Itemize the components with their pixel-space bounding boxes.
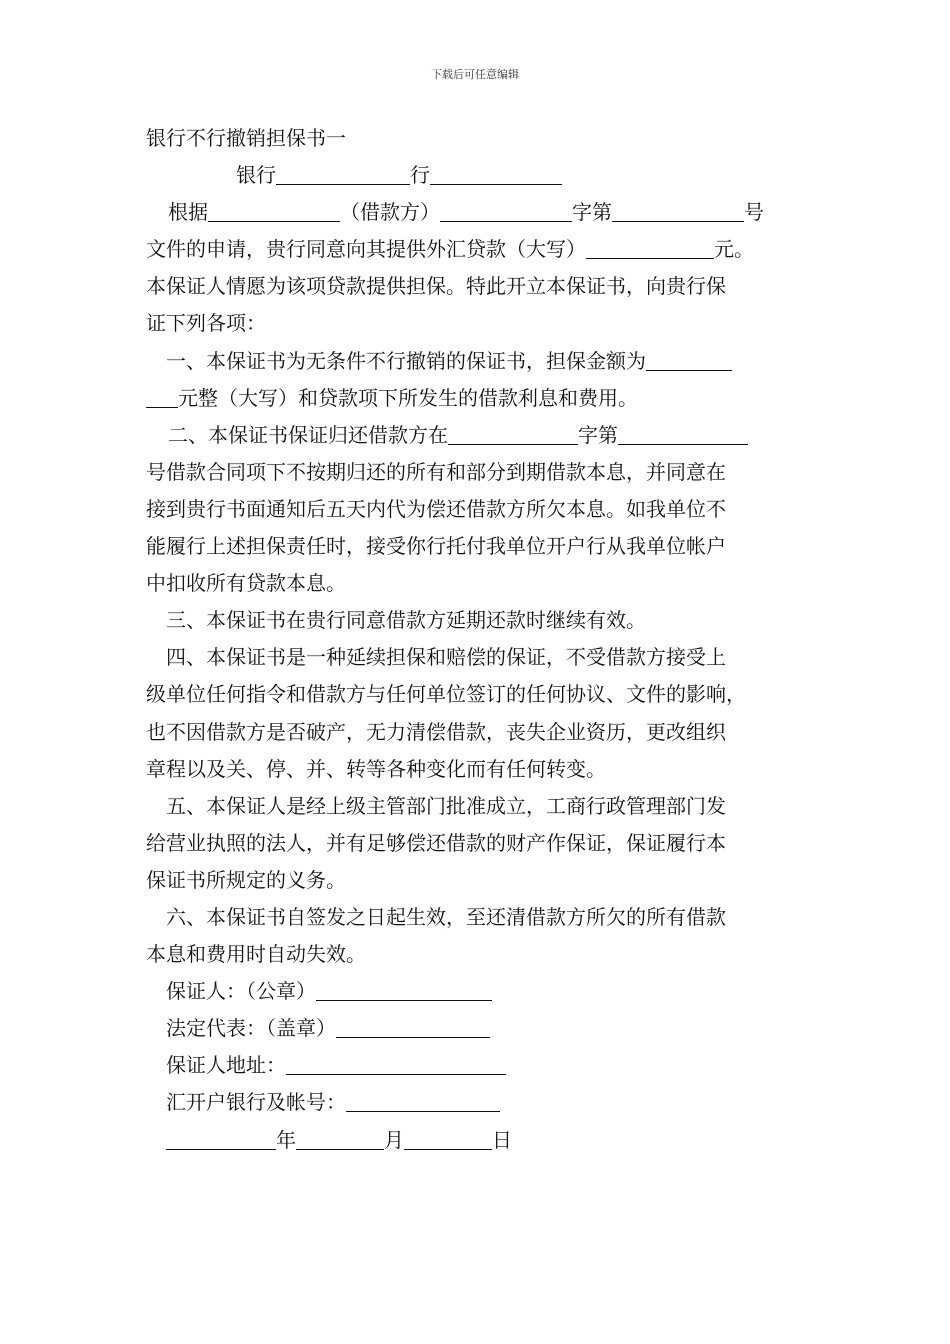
item5-line1: 五、本保证人是经上级主管部门批准成立，工商行政管理部门发 xyxy=(166,793,726,818)
loan-amount-blank[interactable] xyxy=(586,236,714,259)
item1-text-cont: 元整（大写）和贷款项下所发生的借款利息和费用。 xyxy=(178,385,638,410)
day-blank[interactable] xyxy=(404,1127,492,1150)
doc-prefix-blank[interactable] xyxy=(440,199,572,222)
text-yuan: 元。 xyxy=(714,237,754,262)
legal-rep-label: 法定代表：（盖章） xyxy=(166,1016,336,1041)
doc-number-blank[interactable] xyxy=(612,199,744,222)
item2-text: 二、本保证书保证归还借款方在 xyxy=(168,422,448,447)
legal-rep-line xyxy=(146,1010,816,1047)
year-label: 年 xyxy=(276,1127,296,1152)
branch-name-blank[interactable] xyxy=(430,162,562,185)
text-borrower: （借款方） xyxy=(340,200,440,225)
date-line xyxy=(146,1122,816,1159)
guarantee-amount-blank-cont[interactable] xyxy=(146,385,178,408)
item2-line3: 接到贵行书面通知后五天内代为偿还借款方所欠本息。如我单位不 xyxy=(146,496,726,521)
guarantee-amount-blank[interactable] xyxy=(646,348,732,371)
item2-line1 xyxy=(146,417,816,454)
item6-line2: 本息和费用时自动失效。 xyxy=(146,942,366,967)
para1-line4: 证下列各项： xyxy=(146,311,266,336)
item4-line2: 级单位任何指令和借款方与任何单位签订的任何协议、文件的影响， xyxy=(146,682,746,707)
item6-line1: 六、本保证书自签发之日起生效，至还清借款方所欠的所有借款 xyxy=(166,904,726,929)
address-label: 保证人地址： xyxy=(166,1053,286,1078)
item4-line3: 也不因借款方是否破产，无力清偿借款，丧失企业资历，更改组织 xyxy=(146,719,726,744)
item2-zidi: 字第 xyxy=(578,422,618,447)
text-zidi: 字第 xyxy=(572,200,612,225)
year-blank[interactable] xyxy=(166,1127,276,1150)
para1-line2 xyxy=(146,231,816,268)
text-according: 根据 xyxy=(168,200,208,225)
legal-rep-blank[interactable] xyxy=(336,1015,490,1038)
address-line-sig xyxy=(146,1047,816,1084)
borrower-blank[interactable] xyxy=(208,199,340,222)
contract-number-blank[interactable] xyxy=(618,422,748,445)
page-header: 下载后可任意编辑 xyxy=(431,68,519,81)
item1-line1 xyxy=(146,343,816,380)
document-body xyxy=(146,120,816,1159)
text-hao: 号 xyxy=(744,200,764,225)
text-application: 文件的申请，贵行同意向其提供外汇贷款（大写） xyxy=(146,237,586,262)
month-blank[interactable] xyxy=(296,1127,384,1150)
guarantor-line xyxy=(146,973,816,1010)
para1-line1 xyxy=(146,194,816,231)
item5-line2: 给营业执照的法人，并有足够偿还借款的财产作保证，保证履行本 xyxy=(146,830,726,855)
item4-line4: 章程以及关、停、并、转等各种变化而有任何转变。 xyxy=(146,756,606,781)
day-label: 日 xyxy=(492,1127,512,1152)
bank-label: 银行 xyxy=(236,163,276,188)
doc-title: 银行不行撤销担保书一 xyxy=(146,126,346,150)
bank-name-blank[interactable] xyxy=(276,162,410,185)
item5-line3: 保证书所规定的义务。 xyxy=(146,867,346,892)
item4-line1: 四、本保证书是一种延续担保和赔偿的保证，不受借款方接受上 xyxy=(166,645,726,670)
account-label: 汇开户银行及帐号： xyxy=(166,1090,346,1115)
address-blank[interactable] xyxy=(286,1052,506,1075)
item1-line2 xyxy=(146,380,816,417)
address-line xyxy=(146,157,816,194)
guarantor-seal-blank[interactable] xyxy=(316,978,492,1001)
item2-line4: 能履行上述担保责任时，接受你行托付我单位开户行从我单位帐户 xyxy=(146,534,726,559)
month-label: 月 xyxy=(384,1127,404,1152)
contract-prefix-blank[interactable] xyxy=(448,422,578,445)
item3-line: 三、本保证书在贵行同意借款方延期还款时继续有效。 xyxy=(166,608,646,633)
account-line xyxy=(146,1084,816,1121)
item2-line5: 中扣收所有贷款本息。 xyxy=(146,571,346,596)
item1-text: 一、本保证书为无条件不行撤销的保证书，担保金额为 xyxy=(166,348,646,373)
account-blank[interactable] xyxy=(346,1089,500,1112)
para1-line3: 本保证人情愿为该项贷款提供担保。特此开立本保证书，向贵行保 xyxy=(146,274,726,299)
branch-label: 行 xyxy=(410,163,430,188)
item2-line2: 号借款合同项下不按期归还的所有和部分到期借款本息，并同意在 xyxy=(146,459,726,484)
guarantor-label: 保证人：（公章） xyxy=(166,979,316,1004)
